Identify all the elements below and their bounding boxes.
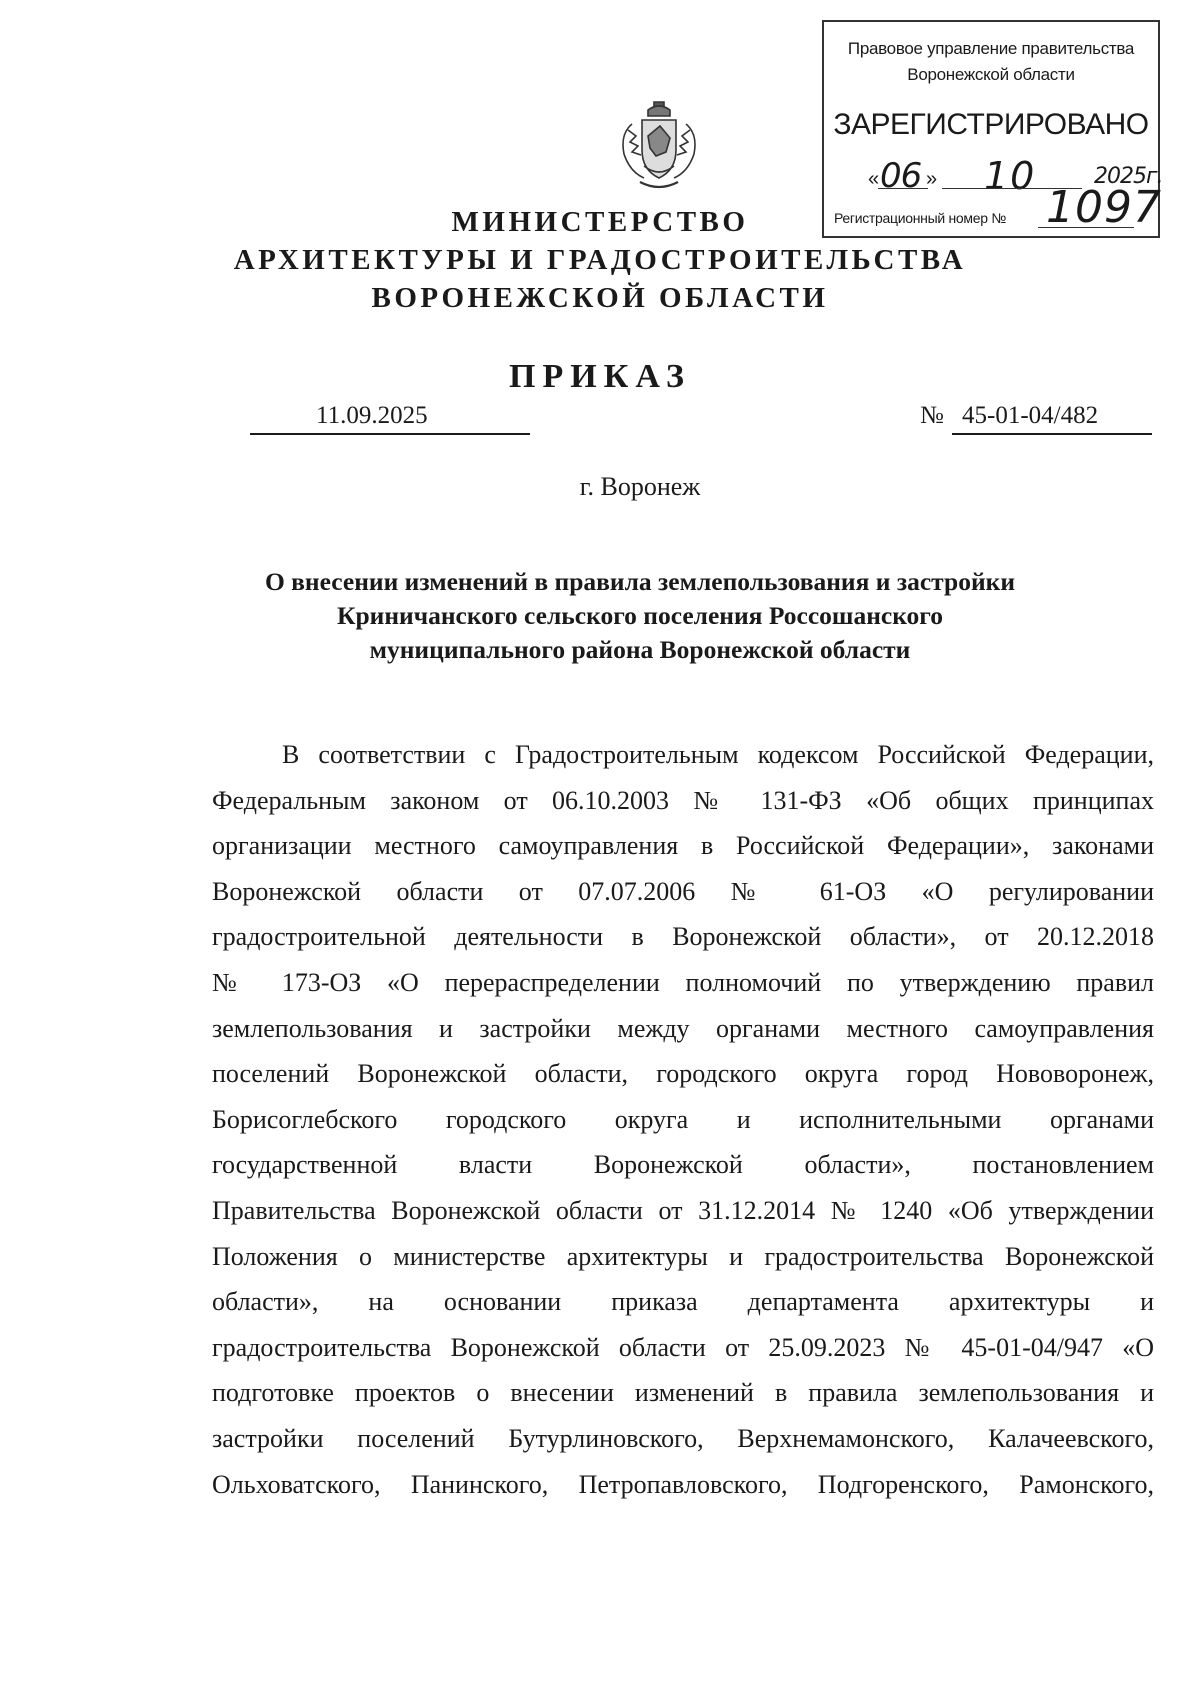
body-line: градостроительной деятельности в Воронежской области», от 20.12.2018 <box>212 922 1154 952</box>
order-date: 11.09.2025 <box>316 402 428 429</box>
stamp-number: 1097 <box>1046 182 1162 233</box>
body-line: области», на основании приказа департамента архитектуры и <box>212 1287 1154 1317</box>
body-line: организации местного самоуправления в Российской Федерации», законами <box>212 831 1154 861</box>
order-date-field <box>250 399 530 435</box>
order-number: 45-01-04/482 <box>952 399 1152 435</box>
body-line: Федеральным законом от 06.10.2003 № 131-ФЗ «Об общих принципах <box>212 785 1154 815</box>
title-line2: Криничанского сельского поселения Россошанского <box>336 601 944 630</box>
stamp-year: 2025г. <box>1094 164 1163 189</box>
body-line: землепользования и застройки между органами местного самоуправления <box>212 1013 1154 1043</box>
body-line: подготовке проектов о внесении изменений в правила землепользования и <box>212 1378 1154 1408</box>
body-line: Положения о министерстве архитектуры и градостроительства Воронежской <box>212 1241 1154 1271</box>
ministry-line3: ВОРОНЕЖСКОЙ ОБЛАСТИ <box>371 282 829 314</box>
title-line3: муниципального района Воронежской области <box>369 635 911 664</box>
coat-of-arms-emblem <box>618 96 700 192</box>
stamp-day: 06 <box>880 156 922 196</box>
body-line: Борисоглебского городского округа и исполнительными органами <box>212 1104 1154 1134</box>
stamp-day-line <box>878 188 928 189</box>
stamp-quote-close: » <box>926 168 938 190</box>
document-type-heading: ПРИКАЗ <box>509 358 691 395</box>
stamp-org-line2: Воронежской области <box>907 65 1075 84</box>
title-line1: О внесении изменений в правила землепользования и застройки <box>264 567 1016 596</box>
stamp-month: 10 <box>984 154 1037 198</box>
body-paragraph <box>212 732 1154 1507</box>
stamp-number-label: Регистрационный номер № <box>834 210 1007 226</box>
body-line: Ольховатского, Панинского, Петропавловского, Подгоренского, Рамонского, <box>212 1469 1154 1499</box>
order-number-sign: № <box>920 402 944 429</box>
stamp-registered-label: ЗАРЕГИСТРИРОВАНО <box>833 108 1149 141</box>
body-line: градостроительства Воронежской области от 25.09.2023 № 45-01-04/947 «О <box>212 1332 1154 1362</box>
body-line: поселений Воронежской области, городского округа город Нововоронеж, <box>212 1059 1154 1089</box>
body-line: Правительства Воронежской области от 31.12.2014 № 1240 «Об утверждении <box>212 1195 1154 1225</box>
body-line: № 173-ОЗ «О перераспределении полномочий по утверждению правил <box>212 967 1154 997</box>
stamp-quote-open: « <box>868 168 880 190</box>
ministry-line2: АРХИТЕКТУРЫ И ГРАДОСТРОИТЕЛЬСТВА <box>233 244 967 276</box>
body-line: Воронежской области от 07.07.2006 № 61-ОЗ «О регулировании <box>212 876 1154 906</box>
body-line: В соответствии с Градостроительным кодексом Российской Федерации, <box>282 740 1154 769</box>
ministry-name <box>0 203 1200 317</box>
stamp-org-line1: Правовое управление правительства <box>847 39 1135 58</box>
document-title <box>200 565 1080 667</box>
body-line: застройки поселений Бутурлиновского, Верхнемамонского, Калачеевского, <box>212 1423 1154 1453</box>
city-line: г. Воронеж <box>579 472 701 501</box>
body-line: государственной власти Воронежской области», постановлением <box>212 1150 1154 1180</box>
ministry-line1: МИНИСТЕРСТВО <box>451 206 749 238</box>
stamp-organization <box>824 36 1158 88</box>
